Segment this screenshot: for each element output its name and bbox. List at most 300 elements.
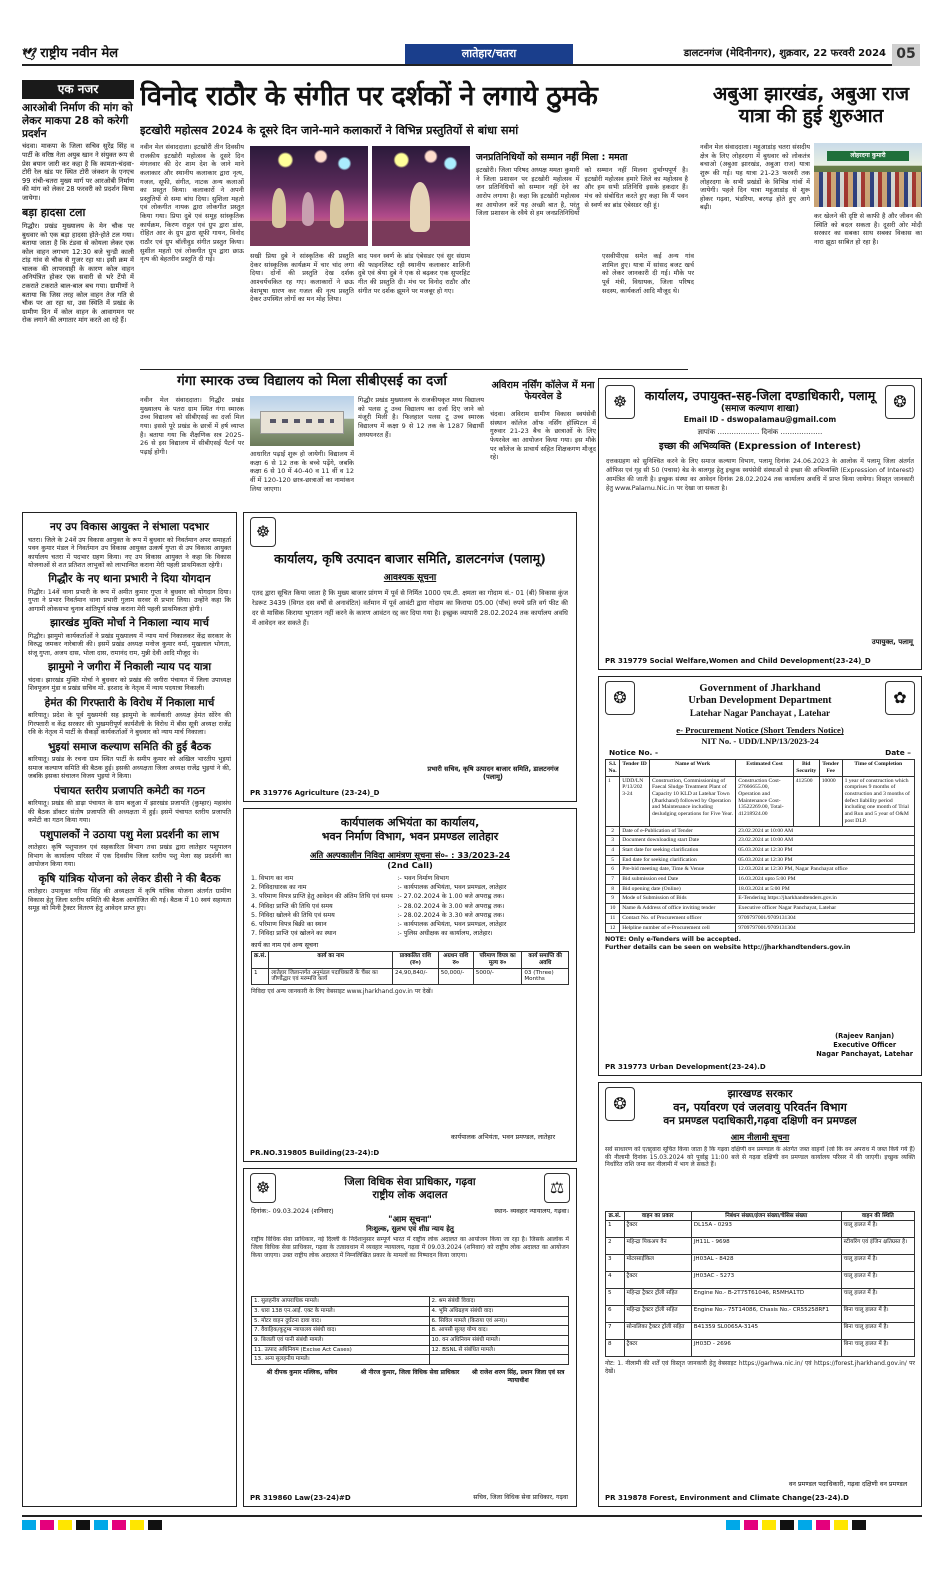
- brief-headline: पंचायत स्तरीय प्रजापति कमेटी का गठन: [53, 784, 205, 797]
- table-cell: 18.03.2024 at 5:00 PM: [736, 884, 915, 894]
- table-cell: 4. भूमि अधिग्रहण संबंधी वाद।: [429, 1306, 569, 1316]
- notice-note: NOTE: Only e-Tenders will be accepted.: [605, 936, 741, 944]
- detail-value: :- कार्यपालक अभियंता, भवन प्रमण्डल, लातेहार: [397, 920, 507, 928]
- register-mark: [780, 1520, 794, 1530]
- color-register-marks: [22, 1518, 922, 1532]
- table-cell: Contact No. of Procurement officer: [620, 913, 736, 923]
- signatory: श्री दीपक कुमार मल्लिक, सचिव: [266, 1369, 338, 1377]
- story-headline: गंगा स्मारक उच्च विद्यालय को मिला सीबीएसई का दर्जा: [177, 373, 447, 389]
- ashoka-emblem-icon: ☸: [250, 1173, 276, 1203]
- notice-office: राष्ट्रीय लोक अदालत: [372, 1188, 448, 1201]
- brief-body: चतरा। जिले के 24वें उप विकास आयुक्त के रूप में बुधवार को निवर्तमान अपर समाहर्ता पवन कुमार मंडल ने निवर्तमान उप विकास आयुक्त उत्कर्ष गुप्ता से उप विकास आयुक्त कार्यालय चतरा में पदभार ग्रहण किया। नए उप विकास आयुक्त ने कहा कि विकास योजनाओं से शत प्रतिशत लाभुकों को लाभान्वित कराना मेरी पहली प्राथमिकता रहेगी।: [28, 535, 231, 569]
- table-cell: 1: [252, 968, 269, 984]
- table-cell: 50,000/-: [438, 968, 473, 984]
- notice-dept: Urban Development Department: [688, 695, 832, 707]
- notice-title: e- Procurement Notice (Short Tenders Notice): [676, 725, 844, 736]
- sign-role: Executive Officer: [833, 1041, 897, 1050]
- table-cell: 6: [606, 865, 620, 875]
- notice-title: आम नीलामी सूचना: [730, 1132, 790, 1143]
- forest-auction-notice: [598, 1082, 922, 1507]
- notice-email: Email ID - dswopalamau@gmail.com: [683, 414, 837, 424]
- table-header-cell: क्र.सं.: [252, 952, 269, 968]
- pr-code: PR 319860 Law(23-24)#D: [250, 1494, 351, 1503]
- table-cell: 4: [606, 1272, 625, 1289]
- register-mark: [726, 1520, 740, 1530]
- table-cell: 05.03.2024 at 12:30 PM: [736, 855, 915, 865]
- story-headline: अबुआ झारखंड, अबुआ राज यात्रा की हुई शुरुआत: [712, 83, 910, 128]
- table-cell: 12.03.2024 at 12:30 PM, Nagar Panchayat office: [736, 865, 915, 875]
- detail-label: 7. निविदा प्राप्ति एवं खोलने का स्थान: [251, 929, 337, 937]
- table-row: [252, 1306, 569, 1316]
- story-headline: जनप्रतिनिधियों को सम्मान नहीं मिला : ममता: [476, 152, 628, 163]
- brief-body: चंदवा। झारखंड मुक्ति मोर्चा ने बुधवार को प्रखंड की जगीरा पंचायत में जिला उपाध्यक्ष शिवपूजन मुंडा व प्रखंड सचिव मो. इरशाद के नेतृत्व में न्याय पदयात्रा निकाली।: [28, 675, 231, 693]
- table-row: [606, 884, 915, 894]
- table-cell: End date for seeking clarification: [620, 855, 736, 865]
- table-row: [606, 1323, 915, 1340]
- table-cell: 8. आपसी सुलह योग्य वाद।: [429, 1326, 569, 1336]
- notice-title: "आम सूचना": [388, 1214, 432, 1225]
- sign-name: (Rajeev Ranjan): [835, 1032, 895, 1041]
- ashoka-emblem-icon: ☸: [605, 385, 635, 419]
- table-cell: 2: [606, 1238, 625, 1255]
- brief-headline: कृषि यांत्रिक योजना को लेकर डीसी ने की बैठक: [38, 872, 221, 885]
- table-cell: DL15A - 0293: [691, 1221, 841, 1238]
- newspaper-logo: [22, 46, 182, 62]
- table-row: [606, 855, 915, 865]
- agri-market-notice: [243, 512, 577, 802]
- table-cell: महिन्द्रा ट्रैक्टर ट्रॉली सहित: [624, 1289, 691, 1306]
- table-cell: 2: [606, 826, 620, 836]
- notice-sign: वन प्रमण्डल पदाधिकारी, गढ़वा दक्षिणी वन प्रमण्डल: [788, 1480, 908, 1488]
- table-cell: 16.03.2024 upto 5:00 PM: [736, 875, 915, 885]
- detail-label: 3. परिमाण विपत्र प्राप्ति हेतु आवेदन की अंतिम तिथि एवं समय: [251, 893, 393, 901]
- story-column: चंदवा। अविराम ग्रामीण विकास स्वयंसेवी संस्थान कॉलेज ऑफ नर्सिंग हॉस्पिटल में गुरुवार 21-23 बैच के छात्राओं के लिए फेयरवेल का आयोजन किया गया। इस मौके पर कॉलेज के प्राचार्य सहित शिक्षकगण मौजूद रहे।: [490, 410, 596, 462]
- notice-sign: कार्यपालक अभियंता, भवन प्रमण्डल, लातेहार: [450, 1133, 556, 1141]
- page-number: 05: [892, 44, 920, 66]
- main-subheadline: इटखोरी महोत्सव 2024 के दूसरे दिन जाने-माने कलाकारों ने विभिन्न प्रस्तुतियों से बांधा समां: [140, 124, 519, 137]
- table-cell: 4: [606, 845, 620, 855]
- notice-date: दिनांक:- 09.03.2024 (शनिवार): [251, 1206, 334, 1215]
- table-cell: 03 (Three) Months: [522, 968, 569, 984]
- work-table: [251, 951, 569, 985]
- table-cell: 7: [606, 875, 620, 885]
- notice-dept: वन, पर्यावरण एवं जलवायु परिवर्तन विभाग: [673, 1101, 847, 1115]
- notice-number: Notice No. -: [609, 747, 659, 757]
- table-header-cell: Tender Fee: [819, 760, 842, 776]
- table-cell: महिन्द्रा ट्रैक्टर ट्रॉली सहित: [624, 1306, 691, 1323]
- brief-body: बारियातू। प्रखंड के रचना ग्राम स्थित पार्टी के समीप कुमार को अखिल भारतीय भुइयां समाज कल्याण समिति की बैठक हुई। इसकी अध्यक्षता जिला अध्यक्ष राजेंद्र भुइयां ने की, जबकि इसका संचालन विजय भुइयां ने किया।: [28, 755, 231, 781]
- table-cell: Pre-bid meeting date, Time & Venue: [620, 865, 736, 875]
- table-cell: Document downloading start Date: [620, 836, 736, 846]
- bird-logo-icon: 🕊: [22, 46, 38, 61]
- pr-code: PR 319779 Social Welfare,Women and Child Development(23-24)_D: [605, 657, 871, 666]
- table-cell: Mode of Submission of Bids: [620, 894, 736, 904]
- detail-label: 4. निविदा प्राप्ति की तिथि एवं समय: [251, 902, 333, 910]
- register-mark: [130, 1520, 144, 1530]
- story-column: बाद पवन स्वर्ण के ब्रांड एंबेसडर एवं सुर संग्राम की फाइनलिस्ट रही स्थानीय कलाकार शालिनी दुबे एवं श्रेया दुबे ने एक से बढ़कर एक सुपरहिट गीत की प्रस्तुति दी। मंच पर विनोद राठौर और संगीत पर दर्शक झूमने पर मजबूर हो गए।: [358, 252, 470, 295]
- dateline: डालटनगंज (मेदिनीनगर), शुक्रवार, 22 फरवरी 2024: [683, 48, 886, 59]
- table-header-cell: कार्य का नाम: [269, 952, 393, 968]
- story-column: नवीन मेल संवाददाता। महुआडांड़ चतरा संसदीय क्षेत्र के लिए लोहरदगा में बुधवार को लोकतंत्र बचाओ (अबुआ झारखंड, अबुआ राज) यात्रा शुरू की गई। यह यात्रा 21-23 फरवरी तक लोहरदगा के सभी प्रखंडों के विभिन्न गांवों में जायेगी। पहले दिन यात्रा महुआडांड़ से शुरू होकर गढ़वा, भंडरिया, बरगढ़ होते हुए आगे बढ़ी।: [700, 143, 810, 212]
- singer-performance-photo: [372, 146, 470, 246]
- notice-office: भवन निर्माण विभाग, भवन प्रमण्डल लातेहार: [321, 829, 499, 843]
- building-tender-notice: [243, 808, 577, 1162]
- notice-nit: NIT No. - UDD/LNP/13/2023-24: [701, 736, 819, 747]
- detail-value: :- भवन निर्माण विभाग: [397, 875, 449, 883]
- register-mark: [58, 1520, 72, 1530]
- signatories: [251, 1369, 569, 1384]
- rally-photo: [814, 143, 922, 207]
- story-column: इटखोरी। जिला परिषद अध्यक्ष ममता कुमारी ने जिला प्रशासन पर इटखोरी महोत्सव में जन प्रतिनिधियों को सम्मान नहीं देने का आरोप लगाया है। कहा कि इटखोरी महोत्सव का आयोजन करें यह अच्छी बात है, परंतु जिला प्रशासन के रवैये से हम जनप्रतिनिधियों को सम्मान नहीं मिलना दुर्भाग्यपूर्ण है। इटखोरी महोत्सव हमारे जिले का महोत्सव है और हम सभी प्रतिनिधि इसके हकदार हैं। मंच को संबोधित करते हुए कहा कि मैं पवन से स्वर्ण का ब्रांड एंबेसडर रही हूं।: [476, 166, 688, 218]
- table-cell: Start date for seeking clarification: [620, 845, 736, 855]
- notice-place: स्थान- व्यवहार न्यायालय, गढ़वा।: [494, 1206, 569, 1215]
- tender-detail-row: [251, 902, 569, 911]
- brief-headline: झामुमो ने जगीरा में निकाली न्याय पद यात्रा: [47, 661, 212, 674]
- table-cell: चालू हालत में है।: [841, 1255, 914, 1272]
- table-cell: 412500: [793, 776, 819, 826]
- notice-title: अति अल्पकालीन निविदा आमंत्रण सूचना सं०- : 33/2023-24: [309, 849, 510, 860]
- notice-body: राष्ट्रीय विधिक सेवा प्राधिकार, नई दिल्ली के निर्देशानुसार सम्पूर्ण भारत में राष्ट्रीय लोक अदालत का आयोजन किया जा रहा है। जिसके आलोक में जिला विधिक सेवा प्राधिकार, गढ़वा के तत्वावधान में व्यवहार न्यायालय, गढ़वा में 09.03.2024 (शनिवार) को राष्ट्रीय लोक अदालत का आयोजन किया जाएगा। उक्त राष्ट्रीय लोक अदालत में निम्नलिखित प्रकार के मामलों का निष्पादन किया जाएगा।: [251, 1236, 569, 1259]
- story-body: चंदवा। माकपा के जिला सचिव सुरेंद्र सिंह व पार्टी के वरिष्ठ नेता अयुब खान ने संयुक्त रूप से प्रेस बयान जारी कर कहा है कि कामता-चंदवा-टोरी रेल खंड पर स्थित टोरी जंक्शन के एनएच 99 रांची-चतरा मुख्य मार्ग पर आरओबी निर्माण की मांग को लेकर 28 फरवरी को प्रदर्शन किया जायेगा।: [22, 142, 134, 202]
- table-cell: सोनालिका ट्रैक्टर ट्रॉली सहित: [624, 1323, 691, 1340]
- detail-label: 1. विभाग का नाम: [251, 875, 294, 883]
- brief-headline: भुइयां समाज कल्याण समिति की हुई बैठक: [48, 740, 211, 753]
- table-cell: 24,90,840/-: [393, 968, 439, 984]
- table-header-cell: Time of Completion: [842, 760, 914, 776]
- register-mark: [762, 1520, 776, 1530]
- news-briefs-column: [22, 512, 237, 1507]
- table-cell: Executive officer Nagar Panchayat, Latehar: [736, 904, 915, 914]
- main-headline: विनोद राठौर के संगीत पर दर्शकों ने लगाये ठुमके: [140, 81, 598, 112]
- story-column: आधारित पढ़ाई शुरू हो जायेगी। विद्यालय में कक्षा 6 से 12 तक के बच्चे पढ़ेंगे, जबकि कक्षा 6 से 10 में 40-40 व 11 वीं व 12 वीं में 120-120 छात्र-छात्राओं का नामांकन लिया जाएगा।: [250, 450, 354, 493]
- table-row: [606, 1238, 915, 1255]
- register-mark: [76, 1520, 90, 1530]
- table-cell: 5000/-: [473, 968, 522, 984]
- dsw-notice: [598, 378, 922, 670]
- table-cell: 9. बिजली एवं पानी संबंधी मामले।: [252, 1335, 430, 1345]
- register-mark: [816, 1520, 830, 1530]
- ek-najar-column: [22, 80, 134, 505]
- story-column: कर खेलने की दृष्टि से काफी है और जीवन की स्थिति को बदल सकता है। दूसरी ओर मोदी सरकार का सबका साथ सबका विकास का नारा झूठा साबित हो रहा है।: [814, 212, 922, 246]
- register-mark: [148, 1520, 162, 1530]
- brief-body: गिद्धौर। 14वें थाना प्रभारी के रूप में अमीत कुमार गुप्ता ने बुधवार को योगदान दिया। गुप्ता ने प्रभार निवर्तमान थाना प्रभारी गुलाम सरवर से प्रभार लिया। उन्होंने कहा कि आगामी लोकसभा चुनाव शांतिपूर्ण संपन्न कराना मेरी पहली प्राथमिकता होगी।: [28, 588, 231, 613]
- notice-subtitle: निःशुल्क, सुलभ एवं शीघ्र न्याय हेतु: [366, 1225, 454, 1234]
- notice-foot: सचिव, जिला विधिक सेवा प्राधिकार, गढ़वा: [473, 1494, 568, 1502]
- table-cell: 7. वैवाहिक/कुटुम्ब न्यायालय संबंधी वाद।: [252, 1326, 430, 1336]
- notice-ref: ज्ञापांक ……………… दिनांक ………………: [697, 428, 823, 437]
- register-mark: [744, 1520, 758, 1530]
- table-cell: B41359 SL0065A-3145: [691, 1323, 841, 1340]
- school-building-photo: [250, 396, 354, 446]
- table-cell: बिना चालू हालत में है।: [841, 1323, 914, 1340]
- table-cell: Bid opening date (Online): [620, 884, 736, 894]
- table-header-cell: Estimated Cost: [736, 760, 794, 776]
- legal-services-notice: [243, 1168, 577, 1507]
- table-cell: लातेहार जिलान्तर्गत अनुमंडल पदाधिकारी के चैंबर का जीर्णोद्धार एवं मरम्मत्ति कार्य: [269, 968, 393, 984]
- table-cell: 6: [606, 1306, 625, 1323]
- notice-date: Date –: [885, 747, 911, 757]
- urban-tender-notice: [598, 676, 922, 1076]
- story-column: सखी प्रिया दुबे ने सांस्कृतिक की प्रस्तुति देकर सांस्कृतिक कार्यक्रम में चार चांद लगा दिया। दोनों की प्रस्तुति देख दर्शक आश्चर्यचकित रह गए। कलाकारों ने छऊ वेशभूषा धारण कर गजल की नृत्य प्रस्तुति देकर उपस्थित लोगों का मन मोह लिया।: [250, 252, 354, 304]
- table-cell: 13. अन्य सुलहनीय मामले।: [252, 1355, 430, 1365]
- table-row: [252, 1355, 569, 1365]
- table-row: [606, 826, 915, 836]
- footer-rule: [22, 1515, 922, 1517]
- table-cell: UDD/LN P/13/202 3-24: [620, 776, 650, 826]
- table-cell: E-Tendering https://jharkhandtenders.gov.in: [736, 894, 915, 904]
- table-cell: Construction Cost- 27666655.00, Operation and Maintenance Cost- 13522269.00, Total- 41218924.00: [736, 776, 794, 826]
- case-types-table: [251, 1296, 569, 1365]
- story-column: नवीन मेल संवाददाता। इटखोरी तीन दिवसीय राजकीय इटखोरी महोत्सव के दूसरे दिन मंगलवार की देर शाम देश के जाने माने कलाकार और स्थानीय कलाकार द्वारा नृत्य, गजल, सूफी, संगीत, नाटक अन्य कलाओं का प्रस्तुत किया। कलाकारों ने अपनी प्रस्तुतियों से समा बांध दिया। सुशिला महतो एवं लोकगीत नायक द्वारा लोकगीत प्रस्तुत किया गया। प्रिया दुबे एवं समूह सांस्कृतिक कार्यक्रम, किरण राहुल एवं ग्रुप द्वारा डांस, रोहित आर के ग्रुप द्वारा सूफी गायन, विनोद राठौर एवं ग्रुप बॉलीवुड संगीत प्रस्तुत किया। सुशील महतो एवं लोकगीत ग्रुप द्वारा छाऊ नृत्य की बेहतरीन प्रस्तुति दी गई।: [140, 143, 244, 264]
- table-header-cell: परिमाण विपत्र का मूल्य रु०: [473, 952, 522, 968]
- column-label: एक नजर: [22, 80, 134, 99]
- masthead: [22, 44, 920, 66]
- table-row: [606, 875, 915, 885]
- notice-call: (2nd Call): [387, 859, 433, 870]
- table-row: [606, 845, 915, 855]
- brief-headline: नए उप विकास आयुक्त ने संभाला पदभार: [50, 521, 209, 533]
- notice-body: सर्व साधारण को एतद्द्वारा सूचित किया जाता है कि गढ़वा दक्षिणी वन प्रमण्डल के अंतर्गत जब्त वाहनों (जो कि वन अपराध में जब्त किये गये हैं) की नीलामी दिनांक 15.03.2024 को पूर्वाह्न 11:00 बजे से गढ़वा दक्षिणी वन प्रमण्डल कार्यालय परिसर में की जाएगी। इच्छुक व्यक्ति निर्धारित राशि जमा कर नीलामी में भाग ले सकते हैं।: [605, 1145, 915, 1169]
- brief-headline: झारखंड मुक्ति मोर्चा ने निकाला न्याय मार्च: [50, 617, 209, 630]
- register-mark: [94, 1520, 108, 1530]
- table-cell: बिना चालू हालत में है।: [841, 1340, 914, 1357]
- table-cell: महिन्द्रा पिकअप वैन: [624, 1238, 691, 1255]
- brief-headline: गिद्धौर के नए थाना प्रभारी ने दिया योगदान: [48, 573, 211, 586]
- notice-section: (समाज कल्याण शाखा): [720, 403, 800, 414]
- brief-body: बारियातू। प्रखंड की डाढ़ा पंचायत के ग्राम बलुआ में झारखंड प्रजापति (कुम्हार) महासंघ की बैठक डॉक्टर संतोष प्रजापति की अध्यक्षता में हुई। इसमें पंचायत स्तरीय प्रजापति कमेटी का गठन किया गया।: [28, 799, 231, 825]
- story-column: गिद्धौर प्रखंड मुख्यालय के राजकीयकृत मध्य विद्यालय को पलस टू उच्च विद्यालय का दर्जा दिए जाने को मंजूरी मिली है। फिलहाल पलस टू उच्च स्मारक विद्यालय में कक्षा 9 से 12 तक के 1287 विद्यार्थी अध्ययनरत हैं।: [358, 396, 484, 439]
- brief-headline: पशुपालकों ने उठाया पशु मेला प्रदर्शनी का लाभ: [40, 828, 219, 841]
- table-cell: 05.03.2024 at 12:30 PM: [736, 845, 915, 855]
- detail-label: 6. परिमाण विपत्र बिक्री का स्थान: [251, 920, 327, 928]
- table-cell: Engine No.- 75T14086, Chasis No.- CR55258RF1: [691, 1306, 841, 1323]
- table-cell: ट्रैक्टर: [624, 1272, 691, 1289]
- table-header-cell: Name of Work: [649, 760, 735, 776]
- table-row: [252, 1345, 569, 1355]
- table-row: [606, 913, 915, 923]
- notice-office: Latehar Nagar Panchayat , Latehar: [689, 707, 831, 718]
- pr-code: PR 319776 Agriculture (23-24)_D: [250, 789, 380, 798]
- brief-body: बारियातू। प्रदेश के पूर्व मुख्यमंत्री सह झामुमो के कार्यकारी अध्यक्ष हेमंत सोरेन की गिरफ्तारी व केंद्र सरकार की भुखमरीपूर्ण कार्यशैली के विरोध में बीस सूत्री अध्यक्ष राजेंद्र रवि के नेतृत्व में पार्टी के सैकड़ों कार्यकर्ताओं ने बुधवार को न्याय मार्च निकाला।: [28, 711, 231, 737]
- table-cell: Engine No.- B-2T75T61046, R5MHA1TD: [691, 1289, 841, 1306]
- notice-gov: झारखण्ड सरकार: [727, 1088, 793, 1100]
- story-body: गिद्धौर। प्रखंड मुख्यालय के मेन चौक पर बुधवार को एक बड़ा हादसा होते-होते टल गया। बताया जाता है कि टंडवा से कोयला लेकर एक कोल वाहन लगभग 12:30 बजे चुन्डी काली टांड़ गांव से चौक से गुजर रहा था। इसी क्रम में चालक की लापरवाही के कारण कोल वाहन अनियंत्रित होकर एक सवारी से भरे टेंपो में टकराते टकराते बाल-बाल बच गया। ग्रामीणों ने बताया कि जिस तरह कोल वाहन तेज गति से चौक पर आ रहा था, उस स्थिति में प्रखंड के ग्रामीण दिन में कोल वाहन के आवागमन पर रोक लगाने की लगातार मांग करते आ रहे हैं।: [22, 222, 134, 325]
- detail-value: :- 28.02.2024 के 3.30 बजे अपराह्न तक।: [397, 911, 505, 919]
- table-cell: 5. मोटर वाहन दुर्घटना दावा वाद।: [252, 1316, 430, 1326]
- table-cell: बिना चालू हालत में है।: [841, 1306, 914, 1323]
- tender-detail-row: [251, 920, 569, 929]
- table-cell: JH03D - 2696: [691, 1340, 841, 1357]
- notice-note: नोट: 1. नीलामी की शर्तें एवं विस्तृत जानकारी हेतु वेबसाइट https://garhwa.nic.in/ एवं https://forest.jharkhand.gov.in/ पर देखें।: [605, 1360, 915, 1376]
- detail-value: :- 27.02.2024 के 1.00 बजे अपराह्न तक।: [397, 893, 505, 901]
- pr-code: PR 319773 Urban Development(23-24).D: [605, 1063, 766, 1072]
- notice-note: Further details can be seen on website http://jharkhandtenders.gov.in: [605, 944, 851, 952]
- stage-performance-photo: [250, 146, 368, 246]
- table-cell: ट्रैक्टर: [624, 1221, 691, 1238]
- notice-title: आवश्यक सूचना: [383, 572, 437, 583]
- story-column: एसवीपीएस समेत कई अन्य गांव शामिल हुए। यात्रा में सांसद बजट खर्च को लेकर जानकारी दी गई। मौके पर पूर्व मंत्री, विधायक, जिला परिषद सदस्य, कार्यकर्ता आदि मौजूद थे।: [602, 252, 694, 295]
- notice-body: दत्तकग्रहण को सुनिश्चित करने के लिए समाज कल्याण विभाग, पलामू दिनांक 24.06.2023 के आलोक में पलामू जिला अंतर्गत ऑफिस एवं गृह सी 50 (पचास) बेड के बालगृह हेतु इच्छुक स्वयंसेवी संस्थाओं से इच्छा की अभिव्यक्ति (Expression of Interest) आमंत्रित की जाती है। इच्छुक संस्था का आवेदन दिनांक 28.02.2024 तक कार्यालय अवधि में प्राप्त किया जायेगा। विस्तृत जानकारी हेतु www.Palamu.Nic.in पर देखा जा सकता है।: [606, 457, 914, 493]
- table-cell: 23.02.2024 at 10:00 AM: [736, 836, 915, 846]
- tender-detail-row: [251, 911, 569, 920]
- table-row: [606, 1340, 915, 1357]
- notice-sign: प्रभारी सचिव, कृषि उत्पादन बाजार समिति, डालटनगंज (पलामू): [427, 764, 559, 781]
- table-cell: 9: [606, 894, 620, 904]
- table-cell: 10. वन अधिनियम संबंधी मामले।: [429, 1335, 569, 1345]
- table-cell: 3: [606, 1255, 625, 1272]
- ashoka-emblem-icon: ☸: [250, 517, 276, 547]
- table-cell: 8: [606, 1340, 625, 1357]
- register-mark: [798, 1520, 812, 1530]
- photo-banner: लोहरदगा कुमारी: [827, 151, 909, 161]
- table-cell: 3. धारा 138 एन.आई. एक्ट के मामले।: [252, 1306, 430, 1316]
- register-mark: [852, 1520, 866, 1530]
- table-cell: 8: [606, 884, 620, 894]
- table-cell: 12: [606, 923, 620, 933]
- table-cell: 5: [606, 855, 620, 865]
- table-cell: Date of e-Publication of Tender: [620, 826, 736, 836]
- table-cell: 10000: [819, 776, 842, 826]
- table-cell: 2. श्रम संबंधी विवाद।: [429, 1297, 569, 1307]
- notice-office: कार्यालय, कृषि उत्पादन बाजार समिति, डालटनगंज (पलामू): [274, 551, 546, 566]
- pr-code: PR.NO.319805 Building(23-24):D: [250, 1149, 380, 1158]
- jharkhand-emblem-icon: ❂: [605, 681, 635, 715]
- register-mark: [112, 1520, 126, 1530]
- table-cell: 1: [606, 1221, 625, 1238]
- table-row: [252, 1297, 569, 1307]
- table-row: [606, 836, 915, 846]
- story-column: नवीन मेल संवाददाता। गिद्धौर प्रखंड मुख्यालय के पतरा ग्राम स्थित गंगा स्मारक उच्च विद्यालय को सीबीएसई का दर्जा मिल गया। इससे पूरे प्रखंड के छात्रों में हर्ष व्याप्त है। बताया गया कि शैक्षणिक सत्र 2025-26 से इस विद्यालय में सीबीएसई पैटर्न पर पढ़ाई होगी।: [140, 396, 244, 456]
- work-label: कार्य का नाम एवं अन्य सूचना: [251, 941, 319, 950]
- table-header-cell: अग्रधन राशि रु०: [438, 952, 473, 968]
- notice-body: एतद द्वारा सूचित किया जाता है कि मुख्य बाजार प्रांगण में पूर्व से निर्मित 1000 एम.टी. क्षमता का गोदाम सं.- 01 (बी) विकास कुंज रेडरूट 3439 (विगत दस वर्षों से अनावंटित) वर्तमान में पूर्व आवंटी द्वारा गोदाम का किराया 05.00 (पाँच) रुपये प्रति वर्ग फीट की दर से मासिक किराया भुगतान नहीं करने के कारण आवंटन रद्द कर दिया गया है। इच्छुक व्यापारी 28.02.2024 तक कार्यालय अवधि में आवेदन कर सकते हैं।: [252, 588, 568, 627]
- table-cell: [429, 1355, 569, 1365]
- tender-detail-row: [251, 929, 569, 938]
- detail-value: :- कार्यपालक अभियंता, भवन प्रमण्डल, लातेहार: [397, 884, 507, 892]
- table-row: [606, 1289, 915, 1306]
- notice-office: वन प्रमण्डल पदाधिकारी,गढ़वा दक्षिणी वन प्रमण्डल: [663, 1115, 857, 1128]
- tender-detail-row: [251, 883, 569, 892]
- detail-value: :- 28.02.2024 के 3.00 बजे अपराह्न तक।: [397, 902, 505, 910]
- signatory: श्री राजेश शरण सिंह, प्रधान जिला एवं सत्र न्यायाधीश: [471, 1369, 565, 1384]
- table-cell: Bid submission end Date: [620, 875, 736, 885]
- table-row: [252, 1326, 569, 1336]
- notice-sign: उपायुक्त, पलामू: [871, 638, 913, 647]
- table-cell: स्टीयरिंग एवं इंजिन क्षतिग्रस्त है।: [841, 1238, 914, 1255]
- table-header-cell: निबंधन संख्या/इंजन संख्या/चेसिस संख्या: [691, 1211, 841, 1221]
- table-header-cell: वाहन की स्थिति: [841, 1211, 914, 1221]
- jharkhand-emblem-icon: ❂: [605, 1087, 635, 1121]
- jharkhand-emblem-icon: ❂: [885, 385, 915, 419]
- pr-code: PR 319878 Forest, Environment and Climate Change(23-24).D: [605, 1494, 849, 1503]
- story-headline: आरओबी निर्माण की मांग को लेकर माकपा 28 को करेगी प्रदर्शन: [22, 102, 133, 140]
- register-mark: [834, 1520, 848, 1530]
- logo-text: राष्ट्रीय नवीन मेल: [40, 45, 119, 61]
- tender-table: [605, 759, 915, 933]
- table-row: [606, 894, 915, 904]
- brief-body: लातेहार। उपायुक्त गरिमा सिंह की अध्यक्षता में कृषि यांत्रिक योजना अंतर्गत ग्रामीण विकास हेतु जिला स्तरीय समिति की बैठक आयोजित की गई। बैठक में 10 स्वयं सहायता समूह को मिनी ट्रैक्टर वितरण हेतु आवेदन प्राप्त हुए।: [28, 887, 231, 913]
- table-row: [606, 923, 915, 933]
- table-cell: 9709797001/9709131304: [736, 923, 915, 933]
- vehicle-table: [605, 1211, 915, 1358]
- table-header-cell: प्राक्कलित राशि (रु०): [393, 952, 439, 968]
- register-mark: [22, 1520, 36, 1530]
- table-cell: JH03AL - 8428: [691, 1255, 841, 1272]
- table-cell: 1 year of construction which comprises 9 months of construction and 3 months of defect liability period including one month of Trial and Run and 5 year of O&M post DLP.: [842, 776, 914, 826]
- table-cell: चालू हालत में है।: [841, 1272, 914, 1289]
- table-cell: JH03AC - 5273: [691, 1272, 841, 1289]
- notice-sign: [816, 1032, 913, 1059]
- notice-number-row: [609, 748, 911, 757]
- table-cell: 10: [606, 904, 620, 914]
- table-cell: 12. BSNL से संबंधित मामले।: [429, 1345, 569, 1355]
- table-row: [606, 904, 915, 914]
- table-cell: 11: [606, 913, 620, 923]
- table-row: [252, 1316, 569, 1326]
- table-cell: ट्रैक्टर: [624, 1340, 691, 1357]
- brief-body: लातेहार। कृषि पशुपालन एवं सहकारिता विभाग तथा प्रखंड द्वारा लातेहार पशुपालन विभाग के कार्यालय परिसर में एक दिवसीय जिला स्तरीय पशु मेला सह प्रदर्शनी का आयोजन किया गया।: [28, 843, 231, 869]
- sign-office: Nagar Panchayat, Latehar: [816, 1050, 913, 1059]
- notice-note: निविदा एवं अन्य जानकारी के लिए वेबसाइट www.jharkhand.gov.in पर देखें।: [251, 987, 433, 995]
- table-cell: 11. उत्पाद अधिनियम (Excise Act Cases): [252, 1345, 430, 1355]
- table-cell: चालू हालत में है।: [841, 1289, 914, 1306]
- table-cell: Name & Address of office inviting tender: [620, 904, 736, 914]
- table-header-cell: S.l. No.: [606, 760, 620, 776]
- story-headline: बड़ा हादसा टला: [22, 206, 86, 220]
- table-cell: JH11L - 9698: [691, 1238, 841, 1255]
- notice-date-place: [251, 1207, 569, 1215]
- notice-office: जिला विधिक सेवा प्राधिकार, गढ़वा: [344, 1176, 476, 1188]
- table-cell: 1. सुलहनीय आपराधिक मामले।: [252, 1297, 430, 1307]
- brief-headline: हेमंत की गिरफ्तारी के विरोध में निकाला मार्च: [44, 696, 215, 709]
- detail-label: 5. निविदा खोलने की तिथि एवं समय: [251, 911, 335, 919]
- table-row: [606, 1255, 915, 1272]
- tender-details: [251, 874, 569, 938]
- signatory: श्री नीरज कुमार, जिला विधिक सेवा प्राधिकार: [360, 1369, 460, 1377]
- notice-office: कार्यपालक अभियंता का कार्यालय,: [340, 816, 480, 829]
- table-header-cell: Tender ID: [620, 760, 650, 776]
- table-cell: Helpline number of e-Procurement cell: [620, 923, 736, 933]
- table-cell: 9709797001/9709131304: [736, 913, 915, 923]
- table-cell: मोटरसाईकिल: [624, 1255, 691, 1272]
- table-row: [252, 1335, 569, 1345]
- notice-office: कार्यालय, उपायुक्त-सह-जिला दण्डाधिकारी, पलामू: [644, 388, 876, 403]
- table-header-row: [606, 1211, 915, 1221]
- table-cell: 1: [606, 776, 620, 826]
- nagar-panchayat-logo-icon: ✿: [885, 681, 915, 715]
- tender-detail-row: [251, 874, 569, 883]
- table-header-cell: क्र.सं.: [606, 1211, 625, 1221]
- section-label: लातेहार/चतरा: [405, 44, 573, 64]
- table-row: [606, 1306, 915, 1323]
- nalsa-logo-icon: ⚖: [544, 1173, 570, 1203]
- register-mark: [40, 1520, 54, 1530]
- table-cell: 3: [606, 836, 620, 846]
- table-cell: 7: [606, 1323, 625, 1340]
- table-row: [606, 1221, 915, 1238]
- table-cell: 5: [606, 1289, 625, 1306]
- notice-gov: Government of Jharkhand: [699, 683, 821, 694]
- brief-body: गिद्धौर। झामुमो कार्यकर्ताओं ने प्रखंड मुख्यालय में न्याय मार्च निकालकर केंद्र सरकार के विरुद्ध जमकर नारेबाजी की। इसमें प्रखंड अध्यक्ष मनोज कुमार वर्मा, मुखलाल भोगता, संजू गुप्ता, अजय दास, भोला दास, रामानंद राम, मुन्नी देवी आदि मौजूद थे।: [28, 631, 231, 657]
- tender-detail-row: [251, 892, 569, 901]
- table-row: [606, 1272, 915, 1289]
- table-cell: 23.02.2024 at 10:00 AM: [736, 826, 915, 836]
- detail-value: :- पुलिस अधीक्षक का कार्यालय, लातेहार।: [397, 929, 493, 937]
- table-header-cell: कार्य समाप्ति की अवधि: [522, 952, 569, 968]
- table-cell: चालू हालत में है।: [841, 1221, 914, 1238]
- story-headline: अविराम नर्सिंग कॉलेज में मना फेयरवेल डे: [491, 380, 595, 403]
- table-row: [606, 776, 915, 826]
